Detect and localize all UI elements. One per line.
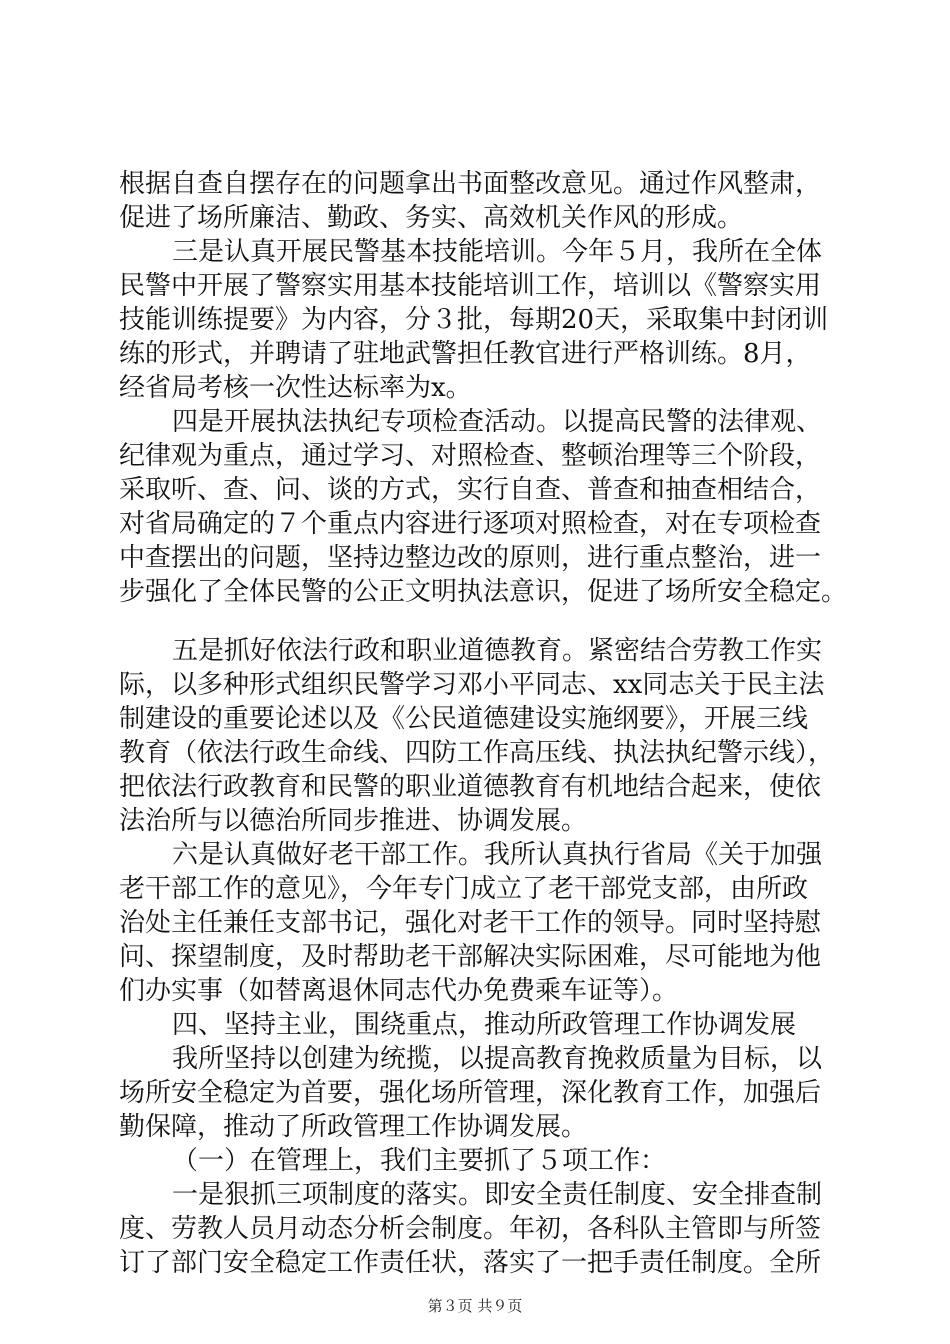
text-line: 民警中开展了警察实用基本技能培训工作，培训以《警察实用 (119, 271, 822, 301)
text-line: 把依法行政教育和民警的职业道德教育有机地结合起来，使依 (119, 772, 822, 802)
paragraph-start: 一是狠抓三项制度的落实。即安全责任制度、安全排查制 (172, 1180, 823, 1210)
text-line: 促进了场所廉洁、勤政、务实、高效机关作风的形成。 (119, 203, 744, 233)
subsection-heading: （一）在管理上，我们主要抓了５项工作： (172, 1146, 667, 1176)
text-line: 步强化了全体民警的公正文明执法意识，促进了场所安全稳定。 (119, 577, 848, 607)
text-line: 对省局确定的７个重点内容进行逐项对照检查，对在专项检查 (119, 509, 822, 539)
text-line: 制建设的重要论述以及《公民道德建设实施纲要》，开展三线 (119, 704, 809, 734)
paragraph-start: 三是认真开展民警基本技能培训。今年５月，我所在全体 (172, 237, 823, 267)
text-line: 治处主任兼任支部书记，强化对老干工作的领导。同时坚持慰 (119, 908, 822, 938)
text-line: 勤保障，推动了所政管理工作协调发展。 (119, 1112, 588, 1142)
paragraph-start: 我所坚持以创建为统揽，以提高教育挽救质量为目标，以 (172, 1044, 823, 1074)
text-line: 经省局考核一次性达标率为x。 (119, 373, 472, 403)
paragraph-start: 四是开展执法执纪专项检查活动。以提高民警的法律观、 (172, 407, 823, 437)
paragraph-start: 六是认真做好老干部工作。我所认真执行省局《关于加强 (172, 840, 823, 870)
text-line: 纪律观为重点，通过学习、对照检查、整顿治理等三个阶段， (119, 441, 822, 471)
text-line: 教育（依法行政生命线、四防工作高压线、执法执纪警示线）， (119, 738, 835, 768)
section-heading: 四、坚持主业，围绕重点，推动所政管理工作协调发展 (172, 1010, 797, 1040)
text-line: 中查摆出的问题，坚持边整边改的原则，进行重点整治，进一 (119, 543, 822, 573)
text-line: 们办实事（如替离退休同志代办免费乘车证等）。 (119, 976, 679, 1006)
text-line: 订了部门安全稳定工作责任状，落实了一把手责任制度。全所 (119, 1248, 822, 1278)
text-line: 技能训练提要》为内容，分３批，每期20天，采取集中封闭训 (119, 305, 829, 335)
text-line: 老干部工作的意见》，今年专门成立了老干部党支部，由所政 (119, 874, 809, 904)
text-line: 练的形式，并聘请了驻地武警担任教官进行严格训练。8月， (119, 339, 812, 369)
page-number: 第３页 共９页 (427, 1297, 523, 1315)
text-line: 度、劳教人员月动态分析会制度。年初，各科队主管即与所签 (119, 1214, 822, 1244)
text-line: 法治所与以德治所同步推进、协调发展。 (119, 806, 588, 836)
paragraph-start: 五是抓好依法行政和职业道德教育。紧密结合劳教工作实 (172, 636, 823, 666)
text-line: 际，以多种形式组织民警学习邓小平同志、xx同志关于民主法 (119, 670, 825, 700)
text-line: 根据自查自摆存在的问题拿出书面整改意见。通过作风整肃， (119, 169, 822, 199)
text-line: 场所安全稳定为首要，强化场所管理，深化教育工作，加强后 (119, 1078, 822, 1108)
text-line: 采取听、查、问、谈的方式，实行自查、普查和抽查相结合， (119, 475, 822, 505)
text-line: 问、探望制度，及时帮助老干部解决实际困难，尽可能地为他 (119, 942, 822, 972)
